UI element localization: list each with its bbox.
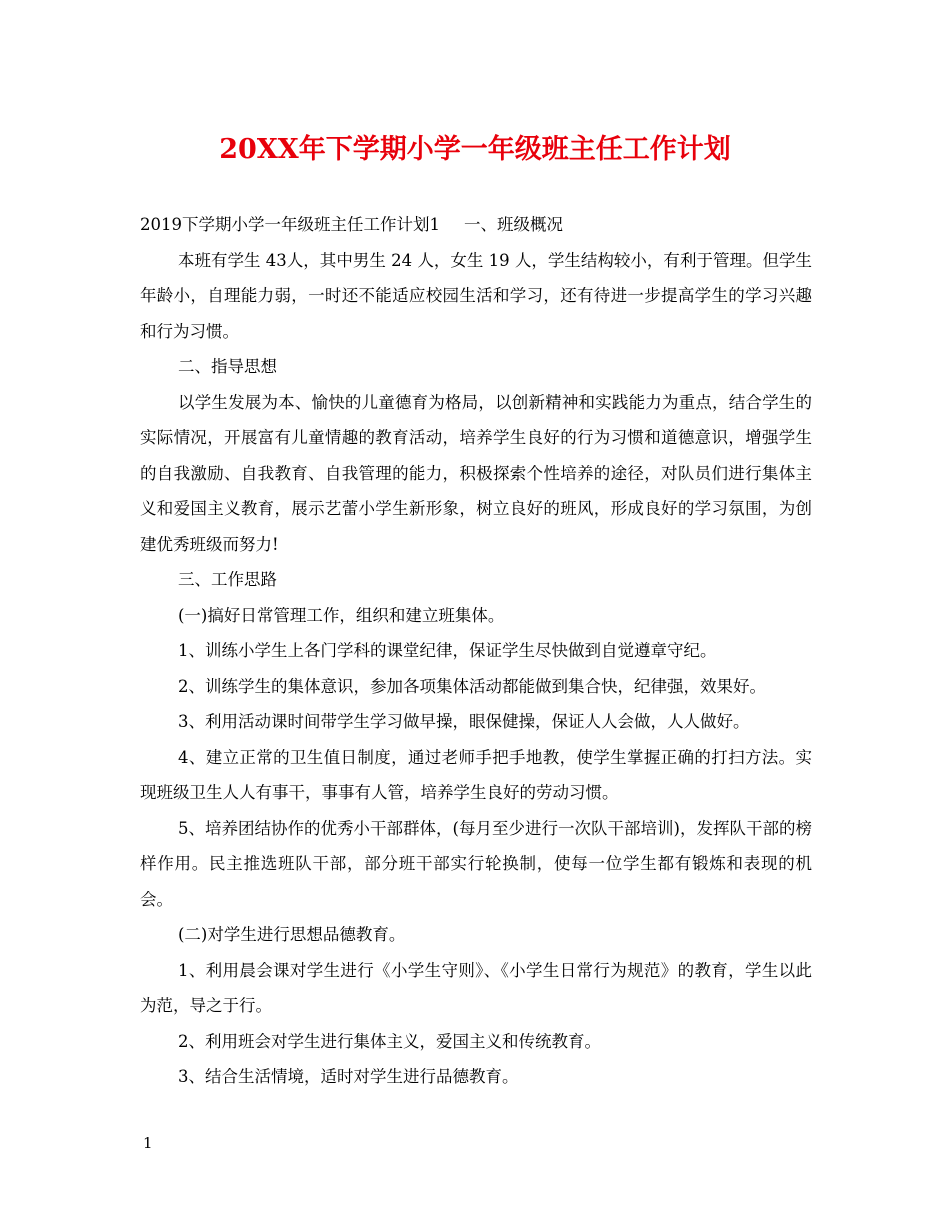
list-item: 5、培养团结协作的优秀小干部群体，(每月至少进行一次队干部培训)，发挥队干部的榜样作用。民主推选班队干部，部分班干部实行轮换制，使每一位学生都有锻炼和表现的机会。 xyxy=(140,818,812,909)
list-item: 1、利用晨会课对学生进行《小学生守则》、《小学生日常行为规范》的教育，学生以此为范，导之于行。 xyxy=(140,960,812,1015)
list-item: 2、训练学生的集体意识，参加各项集体活动都能做到集合快，纪律强，效果好。 xyxy=(178,676,766,696)
document-subtitle: 2019下学期小学一年级班主任工作计划1 xyxy=(140,215,440,234)
list-item: 3、结合生活情境，适时对学生进行品德教育。 xyxy=(178,1067,519,1086)
list-item: 3、利用活动课时间带学生学习做早操，眼保健操，保证人人会做，人人做好。 xyxy=(178,712,750,731)
page-title: 20XX年下学期小学一年级班主任工作计划 xyxy=(219,134,731,165)
document-heading-line xyxy=(140,207,812,243)
subsection-heading: (二)对学生进行思想品德教育。 xyxy=(178,925,406,944)
section-heading: 二、指导思想 xyxy=(178,357,277,376)
section-heading: 一、班级概况 xyxy=(464,215,563,234)
list-item: 2、利用班会对学生进行集体主义，爱国主义和传统教育。 xyxy=(178,1031,601,1051)
list-item: 1、训练小学生上各门学科的课堂纪律，保证学生尽快做到自觉遵章守纪。 xyxy=(178,641,717,660)
paragraph: 以学生发展为本、愉快的儿童德育为格局，以创新精神和实践能力为重点，结合学生的实际情况，开展富有儿童情趣的教育活动，培养学生良好的行为习惯和道德意识，增强学生的自我激励、自我教育、自我管理的能力，积极探索个性培养的途径，对队员们进行集体主义和爱国主义教育，展示艺蕾小学生新形象，树立良好的班风，形成良好的学习氛围，为创建优秀班级而努力! xyxy=(140,392,812,554)
paragraph: 本班有学生 43人，其中男生 24 人，女生 19 人，学生结构较小，有利于管理。但学生年龄小，自理能力弱，一时还不能适应校园生活和学习，还有待进一步提高学生的学习兴趣和行为习惯。 xyxy=(140,250,812,341)
page-number: 1 xyxy=(143,1134,153,1152)
list-item: 4、建立正常的卫生值日制度，通过老师手把手地教，使学生掌握正确的打扫方法。实现班级卫生人人有事干，事事有人管，培养学生良好的劳动习惯。 xyxy=(140,747,812,802)
document-body xyxy=(140,207,812,1095)
section-heading: 三、工作思路 xyxy=(178,570,277,589)
subsection-heading: (一)搞好日常管理工作，组织和建立班集体。 xyxy=(178,605,505,625)
